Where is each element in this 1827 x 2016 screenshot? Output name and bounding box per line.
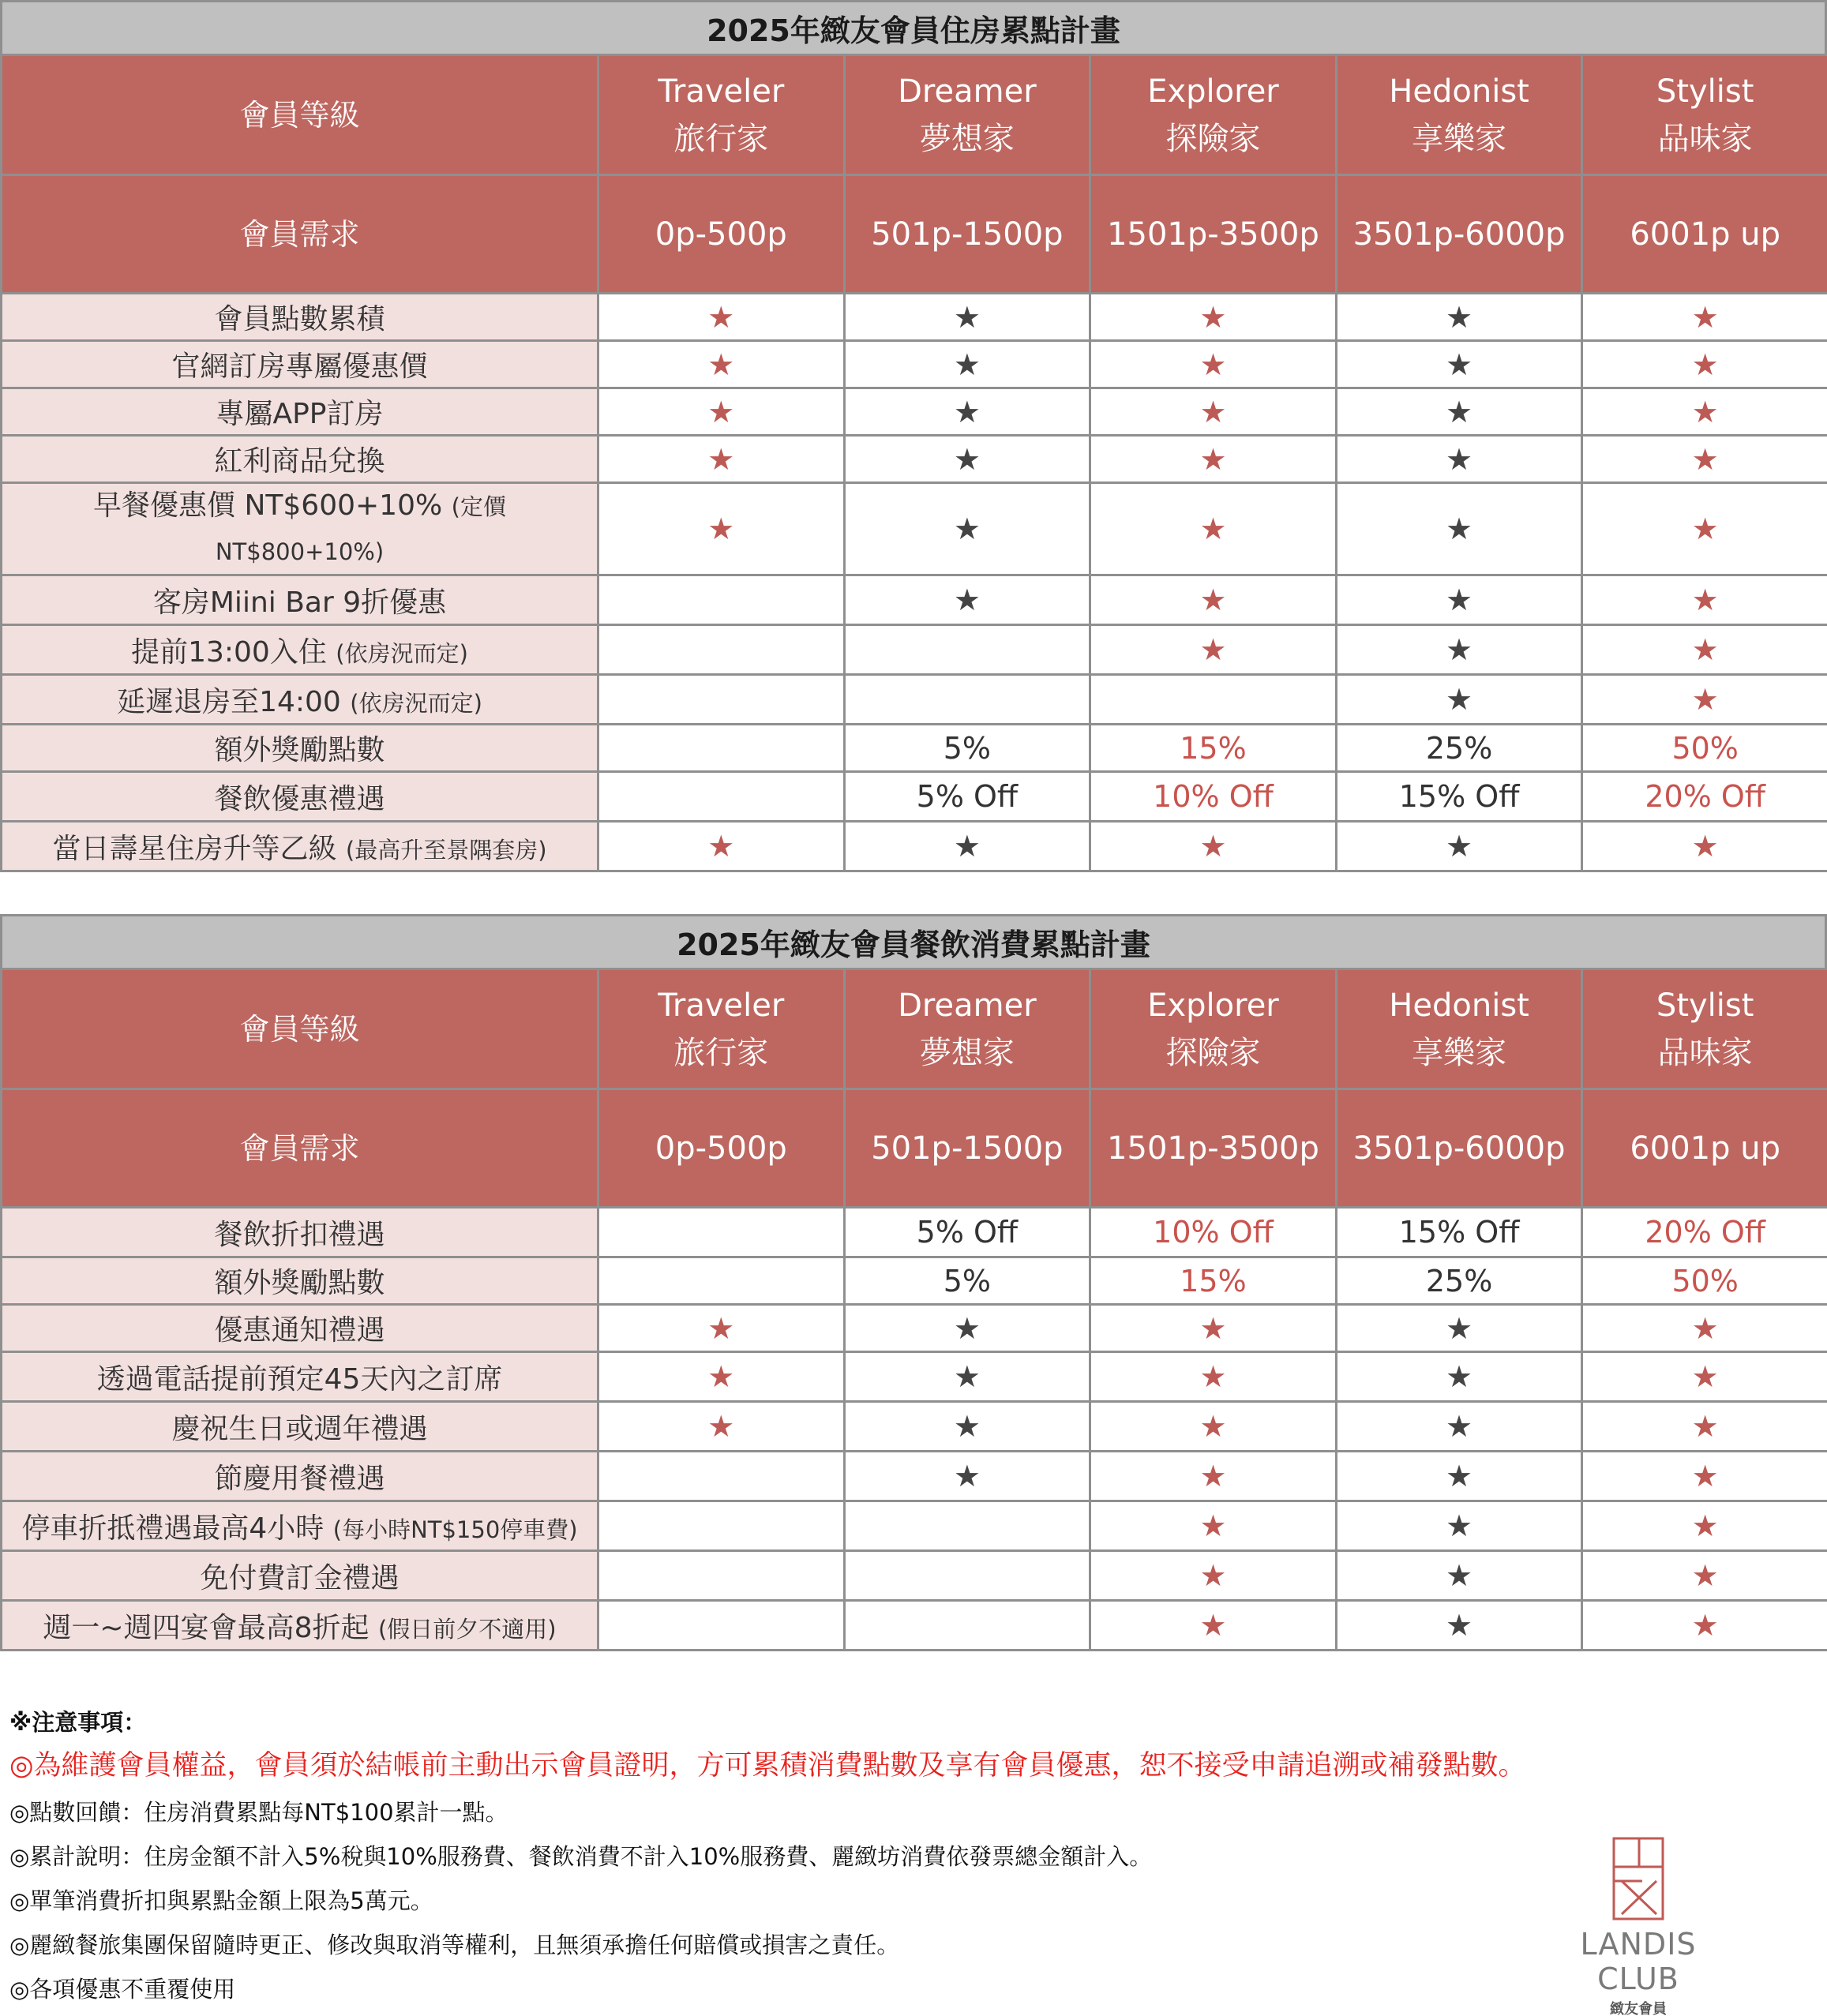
- tier-requirement: 1501p-3500p: [1090, 1089, 1337, 1208]
- star-icon: ★: [1582, 294, 1827, 341]
- tier-requirement: 3501p-6000p: [1336, 1089, 1582, 1208]
- star-icon: ★: [844, 436, 1090, 483]
- star-icon: ★: [1336, 822, 1582, 871]
- benefit-label: [2, 1402, 598, 1452]
- star-icon: ★: [1582, 436, 1827, 483]
- star-icon: ★: [1336, 675, 1582, 725]
- benefit-value: 50%: [1582, 1257, 1827, 1305]
- benefit-label-text: 客房Miini Bar 9折優惠: [152, 586, 447, 619]
- tier-explorer: [1090, 969, 1337, 1089]
- star-icon: ★: [1582, 575, 1827, 625]
- benefit-value: 15%: [1090, 725, 1337, 772]
- benefit-note: (定價: [451, 493, 506, 520]
- star-icon: ★: [1582, 1501, 1827, 1551]
- benefit-row: [2, 675, 1827, 725]
- star-icon: ★: [844, 575, 1090, 625]
- star-icon: ★: [844, 294, 1090, 341]
- tier-name-zh: 享樂家: [1412, 1034, 1507, 1071]
- tier-requirement: 501p-1500p: [844, 175, 1090, 294]
- tier-name-en: Hedonist: [1389, 73, 1529, 110]
- tier-name-en: Hedonist: [1389, 987, 1529, 1024]
- tier-traveler: [598, 55, 845, 175]
- empty-cell: [598, 772, 845, 822]
- logo-name-zh: 緻友會員: [1610, 2001, 1667, 2016]
- star-icon: ★: [1336, 341, 1582, 388]
- star-icon: ★: [1336, 1551, 1582, 1601]
- tier-traveler: [598, 969, 845, 1089]
- benefit-label-text: 免付費訂金禮遇: [200, 1561, 400, 1594]
- benefit-row: [2, 1601, 1827, 1651]
- benefit-label-text: 節慶用餐禮遇: [214, 1462, 385, 1495]
- empty-cell: [598, 1257, 845, 1305]
- dining-program-title: 2025年緻友會員餐飲消費累點計畫: [0, 914, 1827, 968]
- benefit-row: [2, 1551, 1827, 1601]
- benefit-value: 10% Off: [1090, 772, 1337, 822]
- empty-cell: [1090, 675, 1337, 725]
- benefit-label: [2, 1601, 598, 1651]
- star-icon: ★: [1336, 436, 1582, 483]
- benefit-row: [2, 575, 1827, 625]
- tier-name-en: Traveler: [658, 987, 785, 1024]
- star-icon: ★: [1582, 1452, 1827, 1501]
- benefit-label: [2, 1305, 598, 1352]
- benefit-note: (最高升至景隅套房): [345, 836, 547, 864]
- benefit-label-text: 當日壽星住房升等乙級: [52, 832, 337, 865]
- tier-label: 會員等級: [2, 969, 598, 1089]
- benefit-row: [2, 625, 1827, 675]
- benefit-value: 5% Off: [844, 1208, 1090, 1257]
- benefit-label-text: 優惠通知禮遇: [214, 1314, 385, 1347]
- empty-cell: [598, 1208, 845, 1257]
- tier-name-en: Dreamer: [898, 987, 1037, 1024]
- benefit-value: 5% Off: [844, 772, 1090, 822]
- notes-highlight: ◎為維護會員權益，會員須於結帳前主動出示會員證明，方可累積消費點數及享有會員優惠，恕不接受申請追溯或補發點數。: [9, 1750, 1526, 1782]
- note-item: ◎累計說明：住房金額不計入5%稅與10%服務費、餐飲消費不計入10%服務費、麗緻坊消費依發票總金額計入。: [9, 1843, 1153, 1870]
- star-icon: ★: [598, 1305, 845, 1352]
- benefit-label: [2, 341, 598, 388]
- benefit-label: [2, 725, 598, 772]
- benefit-row: [2, 1305, 1827, 1352]
- tier-requirement: 3501p-6000p: [1336, 175, 1582, 294]
- tier-header-row: [2, 969, 1827, 1089]
- empty-cell: [844, 675, 1090, 725]
- benefit-label: [2, 483, 598, 575]
- benefit-label-text: 會員點數累積: [214, 303, 385, 335]
- tier-requirement: 1501p-3500p: [1090, 175, 1337, 294]
- benefit-label-text: 額外獎勵點數: [214, 734, 385, 766]
- benefit-label: [2, 575, 598, 625]
- benefit-value: 25%: [1336, 725, 1582, 772]
- tier-requirement: 501p-1500p: [844, 1089, 1090, 1208]
- star-icon: ★: [1582, 483, 1827, 575]
- tier-name-en: Dreamer: [898, 73, 1037, 110]
- benefit-label-text: 官網訂房專屬優惠價: [171, 350, 428, 383]
- benefit-row: [2, 388, 1827, 436]
- benefit-row: [2, 1501, 1827, 1551]
- note-item: ◎麗緻餐旅集團保留隨時更正、修改與取消等權利，且無須承擔任何賠償或損害之責任。: [9, 1932, 900, 1958]
- benefit-label: [2, 822, 598, 871]
- star-icon: ★: [844, 1452, 1090, 1501]
- star-icon: ★: [598, 1402, 845, 1452]
- empty-cell: [598, 625, 845, 675]
- benefit-row: [2, 772, 1827, 822]
- benefit-label: [2, 1208, 598, 1257]
- benefit-label: [2, 772, 598, 822]
- tier-label: 會員等級: [2, 55, 598, 175]
- star-icon: ★: [1582, 822, 1827, 871]
- benefit-label: [2, 436, 598, 483]
- benefit-note: (每小時NT$150停車費): [332, 1516, 578, 1543]
- empty-cell: [598, 1601, 845, 1651]
- requirement-label: 會員需求: [2, 175, 598, 294]
- star-icon: ★: [844, 483, 1090, 575]
- benefit-label-text: 餐飲折扣禮遇: [214, 1218, 385, 1251]
- benefit-row: [2, 341, 1827, 388]
- empty-cell: [844, 1601, 1090, 1651]
- benefit-label-text: 週一~週四宴會最高8折起: [43, 1611, 370, 1644]
- star-icon: ★: [1090, 1402, 1337, 1452]
- tier-explorer: [1090, 55, 1337, 175]
- benefit-value: 50%: [1582, 725, 1827, 772]
- benefit-label-text: 紅利商品兌換: [214, 445, 385, 478]
- empty-cell: [598, 725, 845, 772]
- star-icon: ★: [1090, 822, 1337, 871]
- benefit-label-text: 早餐優惠價 NT$600+10%: [93, 489, 443, 522]
- star-icon: ★: [1090, 388, 1337, 436]
- star-icon: ★: [598, 436, 845, 483]
- tier-stylist: [1582, 969, 1827, 1089]
- benefit-label: [2, 675, 598, 725]
- tier-name-zh: 旅行家: [673, 1034, 769, 1071]
- tier-name-zh: 品味家: [1657, 1034, 1753, 1071]
- star-icon: ★: [1336, 1352, 1582, 1402]
- benefit-label: [2, 1352, 598, 1402]
- star-icon: ★: [1090, 575, 1337, 625]
- benefit-row: [2, 822, 1827, 871]
- benefit-label: [2, 1257, 598, 1305]
- star-icon: ★: [598, 483, 845, 575]
- logo-name-en: LANDIS CLUB: [1580, 1927, 1697, 1996]
- room-benefits-table: [0, 54, 1827, 872]
- star-icon: ★: [1582, 675, 1827, 725]
- star-icon: ★: [1336, 1305, 1582, 1352]
- tier-dreamer: [844, 969, 1090, 1089]
- benefit-value: 25%: [1336, 1257, 1582, 1305]
- star-icon: ★: [1582, 341, 1827, 388]
- tier-name-en: Explorer: [1147, 987, 1279, 1024]
- dining-program-section: [0, 914, 1827, 1651]
- star-icon: ★: [1336, 625, 1582, 675]
- note-item: ◎點數回饋：住房消費累點每NT$100累計一點。: [9, 1799, 508, 1826]
- benefit-label: [2, 294, 598, 341]
- benefit-row: [2, 725, 1827, 772]
- benefit-row: [2, 1257, 1827, 1305]
- benefit-label: [2, 1452, 598, 1501]
- benefit-label: [2, 625, 598, 675]
- star-icon: ★: [844, 341, 1090, 388]
- tier-name-zh: 享樂家: [1412, 120, 1507, 157]
- benefit-value: 10% Off: [1090, 1208, 1337, 1257]
- benefit-label-text: 餐飲優惠禮遇: [214, 782, 385, 815]
- star-icon: ★: [1090, 1352, 1337, 1402]
- star-icon: ★: [844, 1352, 1090, 1402]
- empty-cell: [844, 625, 1090, 675]
- star-icon: ★: [1582, 1601, 1827, 1651]
- star-icon: ★: [1090, 1305, 1337, 1352]
- benefit-row: [2, 1452, 1827, 1501]
- landis-club-logo: [1548, 1835, 1729, 2016]
- tier-header-row: [2, 55, 1827, 175]
- star-icon: ★: [1582, 1402, 1827, 1452]
- star-icon: ★: [1090, 341, 1337, 388]
- room-benefit-rows: [2, 294, 1827, 871]
- room-program-title: 2025年緻友會員住房累點計畫: [0, 0, 1827, 54]
- tier-name-en: Explorer: [1147, 73, 1279, 110]
- benefit-value: 15% Off: [1336, 772, 1582, 822]
- benefit-label: [2, 1501, 598, 1551]
- star-icon: ★: [1582, 388, 1827, 436]
- empty-cell: [844, 1501, 1090, 1551]
- benefit-label: [2, 1551, 598, 1601]
- benefit-label-text: 透過電話提前預定45天內之訂席: [96, 1362, 503, 1396]
- tier-dreamer: [844, 55, 1090, 175]
- benefit-row: [2, 483, 1827, 575]
- star-icon: ★: [844, 1402, 1090, 1452]
- note-item: ◎各項優惠不重覆使用: [9, 1976, 236, 2003]
- benefit-note: (假日前夕不適用): [377, 1615, 557, 1643]
- benefit-value: 5%: [844, 725, 1090, 772]
- star-icon: ★: [1336, 483, 1582, 575]
- landis-logo-icon: [1611, 1835, 1666, 1922]
- dining-benefits-table: [0, 968, 1827, 1651]
- benefit-value: 5%: [844, 1257, 1090, 1305]
- star-icon: ★: [1336, 575, 1582, 625]
- tier-stylist: [1582, 55, 1827, 175]
- benefit-label-text: 延遲退房至14:00: [117, 685, 341, 718]
- benefit-note: NT$800+10%): [215, 538, 385, 565]
- dining-benefit-rows: [2, 1208, 1827, 1651]
- tier-name-en: Stylist: [1656, 987, 1754, 1024]
- star-icon: ★: [1090, 1601, 1337, 1651]
- notes-heading: ※注意事項：: [9, 1709, 147, 1736]
- benefit-value: 15% Off: [1336, 1208, 1582, 1257]
- tier-requirement: 6001p up: [1582, 175, 1827, 294]
- note-item: ◎單筆消費折扣與累點金額上限為5萬元。: [9, 1887, 433, 1914]
- star-icon: ★: [844, 1305, 1090, 1352]
- empty-cell: [598, 675, 845, 725]
- star-icon: ★: [1090, 625, 1337, 675]
- benefit-row: [2, 1352, 1827, 1402]
- star-icon: ★: [1336, 1601, 1582, 1651]
- tier-requirement: 0p-500p: [598, 175, 845, 294]
- tier-name-zh: 旅行家: [673, 120, 769, 157]
- empty-cell: [598, 575, 845, 625]
- benefit-value: 20% Off: [1582, 1208, 1827, 1257]
- room-program-section: [0, 0, 1827, 872]
- tier-name-zh: 探險家: [1165, 120, 1261, 157]
- star-icon: ★: [1090, 1452, 1337, 1501]
- empty-cell: [598, 1452, 845, 1501]
- star-icon: ★: [598, 294, 845, 341]
- requirement-label: 會員需求: [2, 1089, 598, 1208]
- star-icon: ★: [1336, 1452, 1582, 1501]
- star-icon: ★: [1090, 294, 1337, 341]
- star-icon: ★: [1336, 388, 1582, 436]
- tier-name-zh: 品味家: [1657, 120, 1753, 157]
- star-icon: ★: [1090, 1551, 1337, 1601]
- tier-name-en: Stylist: [1656, 73, 1754, 110]
- tier-hedonist: [1336, 55, 1582, 175]
- empty-cell: [844, 1551, 1090, 1601]
- requirement-row: [2, 1089, 1827, 1208]
- benefit-label-text: 專屬APP訂房: [216, 398, 384, 430]
- star-icon: ★: [598, 388, 845, 436]
- star-icon: ★: [598, 822, 845, 871]
- star-icon: ★: [1582, 1305, 1827, 1352]
- star-icon: ★: [1336, 1501, 1582, 1551]
- star-icon: ★: [1090, 483, 1337, 575]
- benefit-label-text: 慶祝生日或週年禮遇: [171, 1412, 428, 1445]
- tier-requirement: 6001p up: [1582, 1089, 1827, 1208]
- tier-name-zh: 探險家: [1165, 1034, 1261, 1071]
- empty-cell: [598, 1551, 845, 1601]
- notes-section: [9, 1703, 1668, 2011]
- benefit-note: (依房況而定): [350, 689, 482, 717]
- tier-hedonist: [1336, 969, 1582, 1089]
- tier-name-zh: 夢想家: [919, 1034, 1015, 1071]
- star-icon: ★: [1336, 1402, 1582, 1452]
- tier-name-en: Traveler: [658, 73, 785, 110]
- benefit-row: [2, 1208, 1827, 1257]
- star-icon: ★: [844, 822, 1090, 871]
- star-icon: ★: [844, 388, 1090, 436]
- benefit-row: [2, 1402, 1827, 1452]
- star-icon: ★: [1582, 1551, 1827, 1601]
- benefit-label-text: 提前13:00入住: [131, 635, 327, 669]
- benefit-note: (依房況而定): [336, 639, 468, 667]
- star-icon: ★: [1336, 294, 1582, 341]
- star-icon: ★: [1090, 436, 1337, 483]
- benefit-value: 20% Off: [1582, 772, 1827, 822]
- star-icon: ★: [598, 1352, 845, 1402]
- benefit-label-text: 額外獎勵點數: [214, 1267, 385, 1299]
- tier-name-zh: 夢想家: [919, 120, 1015, 157]
- star-icon: ★: [598, 341, 845, 388]
- star-icon: ★: [1090, 1501, 1337, 1551]
- empty-cell: [598, 1501, 845, 1551]
- benefit-value: 15%: [1090, 1257, 1337, 1305]
- requirement-row: [2, 175, 1827, 294]
- benefit-label: [2, 388, 598, 436]
- tier-requirement: 0p-500p: [598, 1089, 845, 1208]
- star-icon: ★: [1582, 625, 1827, 675]
- benefit-row: [2, 436, 1827, 483]
- benefit-label-text: 停車折抵禮遇最高4小時: [21, 1512, 325, 1545]
- star-icon: ★: [1582, 1352, 1827, 1402]
- benefit-row: [2, 294, 1827, 341]
